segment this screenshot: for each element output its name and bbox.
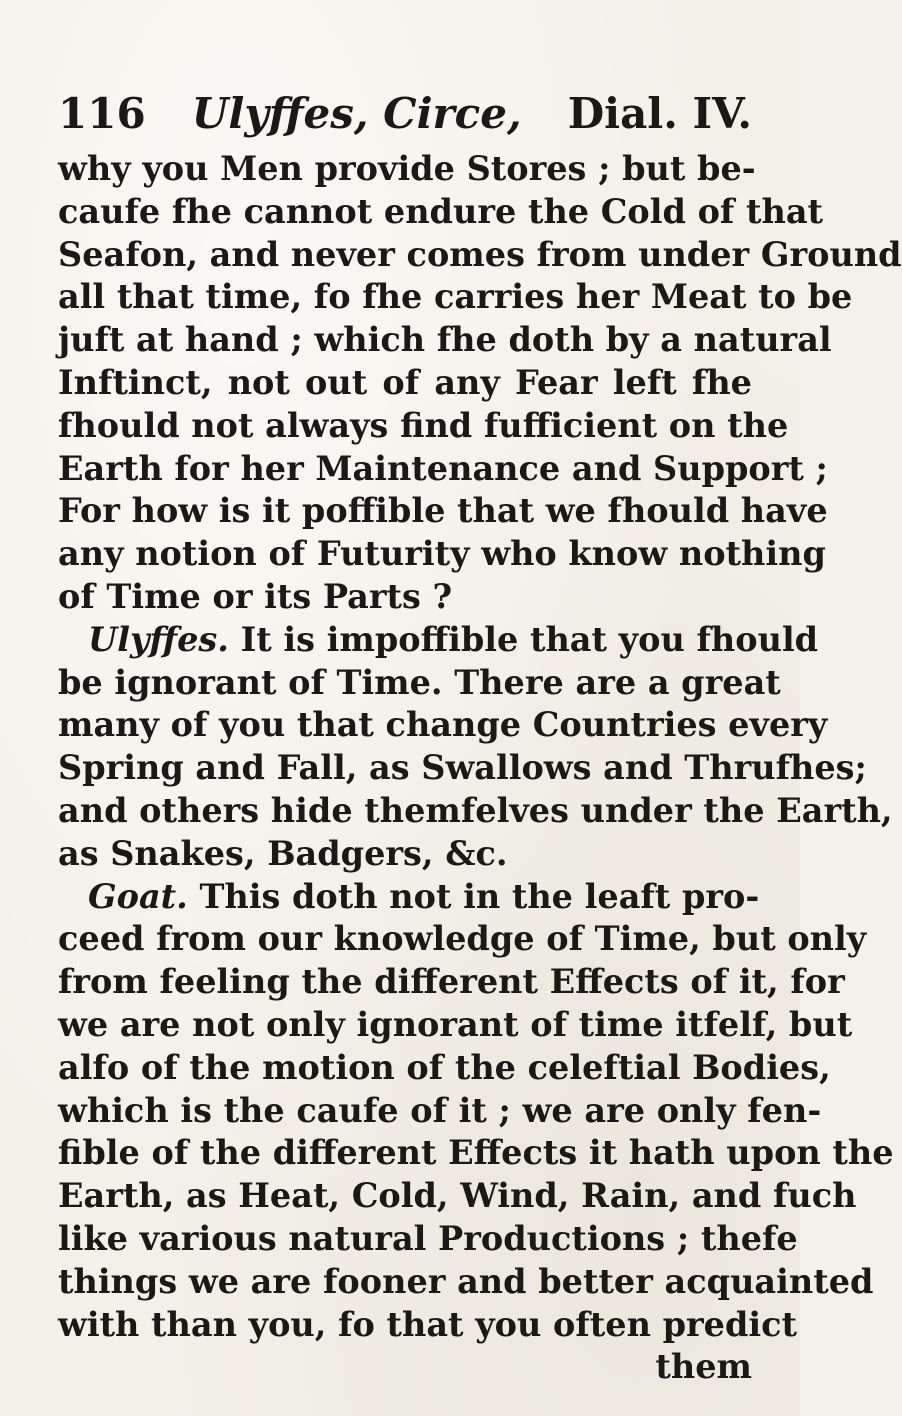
text-line: fhould not always find fufficient on the [58, 405, 789, 445]
speech-text: This doth not in the leaft pro- [199, 876, 760, 916]
speaker-ulysses: Ulyffes. [88, 619, 229, 659]
body-text [58, 148, 902, 1389]
text-line: from feeling the different Effects of it, for [58, 962, 845, 1002]
text-line: fible of the different Effects it hath upon the [58, 1133, 894, 1173]
text-line: juft at hand ; which fhe doth by a natural [58, 320, 832, 360]
text-line: Spring and Fall, as Swallows and Thrufhes; [58, 748, 867, 788]
text-line: be ignorant of Time. There are a great [58, 662, 781, 702]
catchword: them [655, 1347, 752, 1387]
speech-text: It is impoffible that you fhould [240, 619, 819, 659]
text-line: caufe fhe cannot endure the Cold of that [58, 191, 824, 231]
text-line: all that time, fo fhe carries her Meat to be [58, 277, 853, 317]
text-line: Earth, as Heat, Cold, Wind, Rain, and fuch [58, 1176, 857, 1216]
text-line: For how is it poffible that we fhould have [58, 491, 828, 531]
text-line: which is the caufe of it ; we are only fen- [58, 1090, 822, 1130]
text-line: and others hide themfelves under the Earth, [58, 790, 893, 830]
running-head [58, 86, 752, 142]
text-line: any notion of Futurity who know nothing [58, 534, 826, 574]
text-line: ceed from our knowledge of Time, but only [58, 919, 867, 959]
text-line: why you Men provide Stores ; but be- [58, 149, 756, 188]
text-line: like various natural Productions ; thefe [58, 1218, 798, 1258]
text-line: of Time or its Parts ? [58, 576, 453, 616]
page-number: 116 [58, 89, 146, 138]
speech-line [58, 619, 819, 662]
text-line: Inftinct, not out of any Fear left fhe [58, 362, 752, 402]
text-line: with than you, fo that you often predict [58, 1304, 797, 1344]
text-line: Seafon, and never comes from under Ground [58, 234, 902, 274]
running-title: Ulyffes, Circe, [191, 89, 522, 138]
dialogue-number: Dial. IV. [567, 89, 752, 138]
text-line: things we are fooner and better acquainted [58, 1261, 874, 1301]
speaker-goat: Goat. [88, 876, 188, 916]
text-line: alfo of the motion of the celeftial Bodies, [58, 1047, 831, 1087]
text-line: as Snakes, Badgers, &c. [58, 833, 508, 873]
speech-line [58, 876, 760, 919]
text-line: many of you that change Countries every [58, 705, 828, 745]
text-line: we are not only ignorant of time itfelf, but [58, 1004, 853, 1044]
text-line: Earth for her Maintenance and Support ; [58, 448, 828, 488]
